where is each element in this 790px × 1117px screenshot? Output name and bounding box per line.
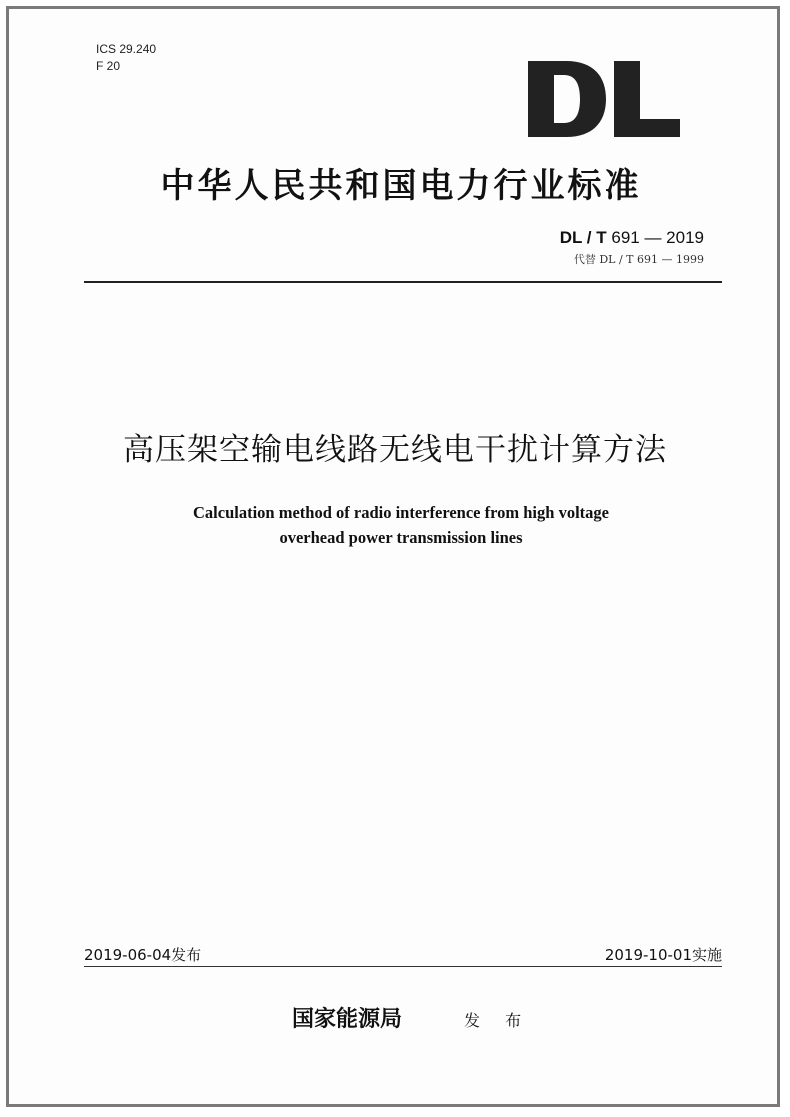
- document-title-chinese: 高压架空输电线路无线电干扰计算方法: [123, 432, 667, 468]
- dl-logo-letter-d: [528, 61, 606, 137]
- english-title-line-2: overhead power transmission lines: [279, 528, 523, 547]
- dl-logo: [528, 61, 680, 137]
- industry-standard-title: 中华人民共和国电力行业标准: [160, 166, 642, 206]
- publish-label: 发 布: [464, 1011, 532, 1030]
- classification-codes: [96, 41, 156, 75]
- standard-number: 691 — 2019: [611, 228, 704, 247]
- issue-date: 2019-06-04发布: [84, 946, 202, 964]
- dl-logo-letter-l: [614, 61, 680, 137]
- replaces-standard: 代替 DL / T 691 — 1999: [573, 253, 704, 266]
- implementation-date: 2019-10-01实施: [604, 946, 722, 964]
- standard-prefix: DL / T: [559, 228, 607, 247]
- document-title-english: [0, 500, 790, 550]
- english-title-line-1: Calculation method of radio interference from high voltage: [193, 503, 609, 522]
- header-divider: [84, 281, 722, 283]
- standard-code: [560, 228, 704, 248]
- ics-code: ICS 29.240: [96, 42, 157, 56]
- publisher-name: 国家能源局: [292, 1007, 403, 1032]
- footer-divider: [84, 966, 722, 967]
- ccs-code: F 20: [96, 59, 121, 73]
